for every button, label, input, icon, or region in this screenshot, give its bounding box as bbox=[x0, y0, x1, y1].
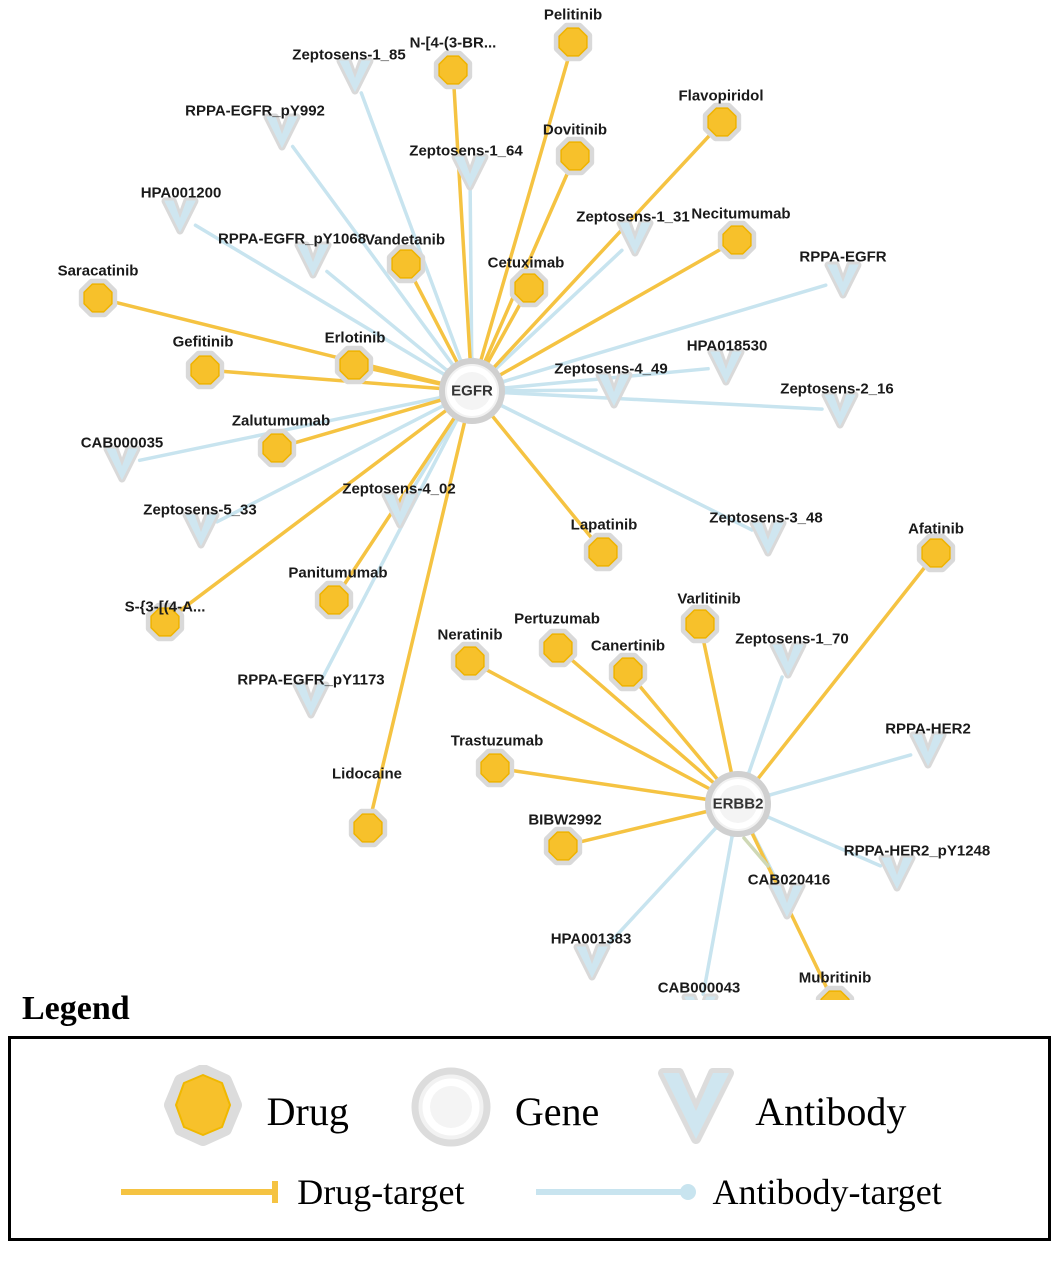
node-layer bbox=[82, 26, 951, 1000]
drug-node-label: Canertinib bbox=[590, 637, 666, 655]
legend-label-drug: Drug bbox=[266, 1088, 349, 1134]
antibody-node-label: Zeptosens-4_02 bbox=[342, 480, 456, 498]
drug-node[interactable] bbox=[479, 752, 510, 783]
legend-box bbox=[8, 1036, 1051, 1241]
legend-label-antibody: Antibody bbox=[755, 1088, 907, 1134]
graph-edge bbox=[502, 393, 822, 410]
graph-edge bbox=[344, 416, 456, 585]
antibody-node[interactable] bbox=[772, 886, 802, 916]
drug-node[interactable] bbox=[82, 282, 113, 313]
drug-octagon-icon bbox=[153, 1065, 253, 1157]
antibody-node-label: CAB000035 bbox=[80, 434, 164, 452]
drug-target-edge-icon bbox=[117, 1177, 287, 1207]
drug-node-label: Lidocaine bbox=[331, 765, 403, 783]
antibody-node-label: Zeptosens-2_16 bbox=[780, 380, 894, 398]
drug-node[interactable] bbox=[454, 645, 485, 676]
graph-edge bbox=[491, 414, 592, 538]
drug-node-label: S-{3-[(4-A... bbox=[124, 598, 206, 616]
gene-node[interactable] bbox=[708, 774, 768, 834]
drug-node-label: Afatinib bbox=[908, 520, 964, 538]
drug-node[interactable] bbox=[318, 584, 349, 615]
antibody-node[interactable] bbox=[165, 201, 195, 231]
antibody-node[interactable] bbox=[773, 645, 803, 675]
antibody-node-label: Zeptosens-1_31 bbox=[576, 208, 690, 226]
antibody-node[interactable] bbox=[825, 395, 855, 425]
antibody-node-label: Zeptosens-5_33 bbox=[143, 501, 257, 519]
antibody-node-label: Zeptosens-3_48 bbox=[709, 509, 823, 527]
drug-node-label: Dovitinib bbox=[542, 121, 608, 139]
drug-node[interactable] bbox=[437, 54, 468, 85]
drug-node-label: Vandetanib bbox=[364, 231, 446, 249]
legend-edge-row bbox=[11, 1164, 1048, 1220]
antibody-node[interactable] bbox=[753, 523, 783, 553]
graph-edge bbox=[767, 755, 911, 796]
drug-node-label: Pelitinib bbox=[543, 6, 603, 24]
antibody-node-label: HPA018530 bbox=[686, 337, 768, 355]
legend-label-antibody-target: Antibody-target bbox=[712, 1172, 942, 1212]
gene-node-label: EGFR bbox=[451, 382, 493, 400]
drug-node[interactable] bbox=[684, 608, 715, 639]
drug-node-label: Lapatinib bbox=[570, 516, 638, 534]
drug-node[interactable] bbox=[587, 536, 618, 567]
graph-edge bbox=[704, 642, 732, 775]
antibody-node[interactable] bbox=[577, 947, 607, 977]
graph-edge bbox=[499, 404, 752, 530]
antibody-node[interactable] bbox=[620, 223, 650, 253]
legend-item-antibody bbox=[651, 1065, 906, 1157]
antibody-node-label: HPA001200 bbox=[140, 184, 222, 202]
gene-circle-icon bbox=[401, 1065, 501, 1157]
graph-edge bbox=[640, 686, 719, 781]
graph-edge bbox=[604, 826, 717, 949]
drug-node-label: Erlotinib bbox=[324, 329, 386, 347]
antibody-node[interactable] bbox=[107, 449, 137, 479]
drug-node-label: Varlitinib bbox=[677, 590, 741, 608]
drug-node-label: Neratinib bbox=[437, 626, 503, 644]
drug-node[interactable] bbox=[706, 106, 737, 137]
drug-node-label: Trastuzumab bbox=[450, 732, 544, 750]
drug-node[interactable] bbox=[547, 830, 578, 861]
drug-node[interactable] bbox=[513, 272, 544, 303]
graph-edge bbox=[703, 834, 732, 995]
graph-edge bbox=[581, 811, 709, 842]
antibody-target-edge-icon bbox=[532, 1177, 702, 1207]
drug-node[interactable] bbox=[261, 432, 292, 463]
graph-edge bbox=[361, 93, 461, 363]
gene-node-label: ERBB2 bbox=[712, 795, 764, 813]
drug-node-label: Zalutumumab bbox=[231, 412, 331, 430]
antibody-node-label: RPPA-EGFR_pY1173 bbox=[237, 671, 385, 689]
graph-edge bbox=[757, 567, 925, 780]
graph-edge bbox=[502, 390, 596, 391]
drug-node[interactable] bbox=[721, 224, 752, 255]
legend-label-drug-target: Drug-target bbox=[297, 1172, 465, 1212]
legend bbox=[8, 990, 1051, 1241]
drug-node[interactable] bbox=[149, 606, 180, 637]
drug-node-label: Saracatinib bbox=[57, 262, 139, 280]
antibody-node-label: CAB000043 bbox=[657, 979, 741, 997]
antibody-node[interactable] bbox=[913, 735, 943, 765]
drug-node-label: N-[4-(3-BR... bbox=[409, 34, 497, 52]
gene-node[interactable] bbox=[442, 361, 502, 421]
legend-item-antibody-target bbox=[532, 1171, 941, 1213]
drug-node-label: BIBW2992 bbox=[528, 811, 602, 829]
graph-edge bbox=[454, 88, 470, 361]
antibody-node-label: RPPA-EGFR bbox=[799, 248, 887, 266]
antibody-node[interactable] bbox=[711, 352, 741, 382]
drug-node-label: Gefitinib bbox=[172, 333, 234, 351]
antibody-node[interactable] bbox=[340, 61, 370, 91]
drug-node-label: Flavopiridol bbox=[678, 87, 764, 105]
antibody-node-label: Zeptosens-1_70 bbox=[735, 630, 849, 648]
drug-node[interactable] bbox=[557, 26, 588, 57]
antibody-node[interactable] bbox=[882, 858, 912, 888]
graph-edge bbox=[766, 816, 881, 866]
antibody-node-label: Zeptosens-1_85 bbox=[292, 46, 406, 64]
graph-edge bbox=[748, 677, 782, 776]
antibody-node[interactable] bbox=[828, 265, 858, 295]
drug-node[interactable] bbox=[559, 140, 590, 171]
graph-edge bbox=[501, 285, 826, 382]
antibody-node[interactable] bbox=[296, 685, 326, 715]
drug-node[interactable] bbox=[542, 632, 573, 663]
antibody-node-label: Zeptosens-4_49 bbox=[554, 360, 668, 378]
antibody-node[interactable] bbox=[267, 117, 297, 147]
drug-node-label: Mubritinib bbox=[798, 969, 872, 987]
legend-title: Legend bbox=[22, 990, 130, 1027]
antibody-node[interactable] bbox=[298, 245, 328, 275]
antibody-node-label: RPPA-EGFR_pY992 bbox=[185, 102, 325, 120]
antibody-node-label: RPPA-EGFR_pY1068 bbox=[217, 230, 367, 248]
legend-item-gene bbox=[401, 1065, 599, 1157]
drug-node-label: Cetuximab bbox=[487, 254, 565, 272]
drug-node-label: Panitumumab bbox=[288, 564, 388, 582]
legend-item-drug bbox=[153, 1065, 349, 1157]
drug-node[interactable] bbox=[189, 354, 220, 385]
antibody-node-label: Zeptosens-1_64 bbox=[409, 142, 523, 160]
graph-edge bbox=[498, 249, 721, 376]
drug-node[interactable] bbox=[390, 248, 421, 279]
antibody-vee-icon bbox=[651, 1065, 741, 1157]
antibody-node-label: HPA001383 bbox=[550, 930, 632, 948]
antibody-node[interactable] bbox=[186, 515, 216, 545]
drug-node[interactable] bbox=[612, 656, 643, 687]
antibody-node-label: RPPA-HER2_pY1248 bbox=[843, 842, 991, 860]
drug-node-label: Pertuzumab bbox=[514, 610, 600, 628]
drug-node[interactable] bbox=[352, 812, 383, 843]
drug-node[interactable] bbox=[920, 537, 951, 568]
antibody-node-label: CAB020416 bbox=[747, 871, 831, 889]
antibody-node-label: RPPA-HER2 bbox=[885, 720, 971, 738]
legend-node-row bbox=[11, 1061, 1048, 1161]
graph-edge bbox=[492, 135, 709, 369]
graph-edge bbox=[480, 59, 568, 362]
graph-edge bbox=[513, 771, 709, 800]
edge-layer bbox=[115, 59, 924, 994]
graph-edge bbox=[294, 399, 443, 443]
drug-node[interactable] bbox=[338, 349, 369, 380]
drug-node-label: Necitumumab bbox=[691, 205, 791, 223]
legend-item-drug-target bbox=[117, 1171, 464, 1213]
legend-label-gene: Gene bbox=[514, 1088, 600, 1134]
